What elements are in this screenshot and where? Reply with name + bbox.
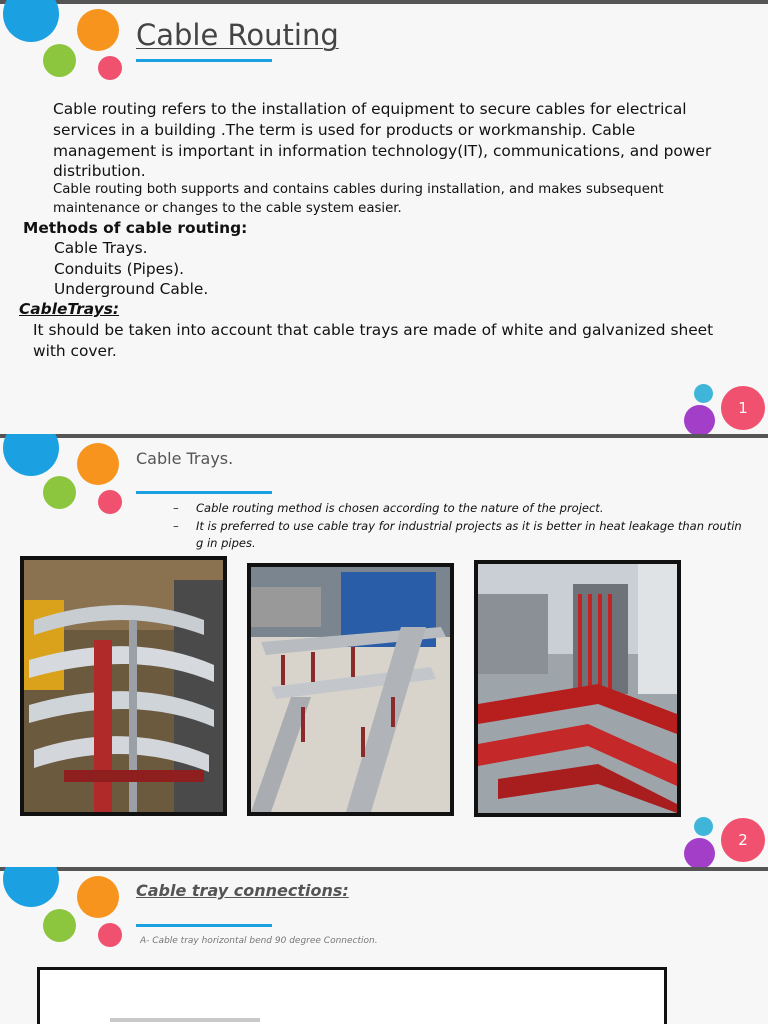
slide-top-bar [0, 867, 768, 871]
bullet-marker-1: – [173, 501, 179, 515]
bullet-marker-2: – [173, 519, 179, 533]
intro-line-1: Cable routing refers to the installation of equipment to secure cables for electrical [53, 100, 687, 118]
title-underline-accent [136, 59, 272, 62]
bullet-text-1: Cable routing method is chosen according to the nature of the project. [196, 501, 604, 515]
slide-top-bar [0, 0, 768, 4]
decor-circle-pink [98, 923, 122, 947]
slide-title: Cable Trays. [136, 449, 234, 468]
decor-circle-blue [3, 867, 59, 907]
photo-horizontal-bend-connection [37, 967, 667, 1024]
slide-3 [0, 867, 768, 1024]
decor-circle-orange [77, 876, 119, 918]
decor-circle-orange [77, 443, 119, 485]
decor-circle-green [43, 44, 76, 77]
decor-circle-green [43, 909, 76, 942]
slide-title: Cable tray connections: [136, 881, 349, 900]
decor-circle-pink [98, 490, 122, 514]
page-number-badge: 1 [721, 386, 765, 430]
method-item-1: Cable Trays. [54, 239, 148, 257]
tray-line-2: with cover. [33, 342, 117, 360]
decor-circle-blue [3, 434, 59, 476]
decor-circle-green [43, 476, 76, 509]
photo-horizontal-bend-connection-edge [110, 1018, 260, 1022]
slide-1 [0, 0, 768, 434]
intro-line-4: distribution. [53, 162, 146, 180]
slide-top-bar [0, 434, 768, 438]
slide-2 [0, 434, 768, 867]
photo-red-cable-trays-image [478, 564, 677, 813]
intro-line-2: services in a building .The term is used for products or workmanship. Cable [53, 121, 636, 139]
second-line-2: maintenance or changes to the cable system easier. [53, 201, 402, 216]
decor-circle-purple [684, 405, 715, 434]
method-item-2: Conduits (Pipes). [54, 260, 185, 278]
bullet-text-2-cont: g in pipes. [196, 536, 256, 550]
slide-title: Cable Routing [136, 18, 339, 52]
intro-line-3: management is important in information technology(IT), communications, and power [53, 142, 712, 160]
title-underline-accent [136, 491, 272, 494]
decor-circle-purple [684, 838, 715, 867]
decor-circle-teal-small [694, 817, 713, 836]
decor-circle-pink [98, 56, 122, 80]
photo-spiral-cable-trays [20, 556, 227, 816]
tray-line-1: It should be taken into account that cable trays are made of white and galvanized sheet [33, 321, 714, 339]
photo-red-cable-trays [474, 560, 681, 817]
page-number-badge: 2 [721, 818, 765, 862]
decor-circle-orange [77, 9, 119, 51]
second-line-1: Cable routing both supports and contains cables during installation, and makes subsequent [53, 182, 664, 197]
photo-spiral-cable-trays-image [24, 560, 223, 812]
photo-rooftop-cable-trays [247, 563, 454, 816]
connection-caption: A- Cable tray horizontal bend 90 degree Connection. [140, 936, 378, 946]
bullet-text-2: It is preferred to use cable tray for industrial projects as it is better in heat leakage than routin [196, 519, 742, 533]
decor-circle-teal-small [694, 384, 713, 403]
decor-circle-blue [3, 0, 59, 42]
method-item-3: Underground Cable. [54, 280, 209, 298]
cable-trays-subheading: CableTrays: [19, 300, 120, 318]
photo-rooftop-cable-trays-image [251, 567, 450, 812]
title-underline-accent [136, 924, 272, 927]
methods-heading: Methods of cable routing: [23, 219, 248, 237]
